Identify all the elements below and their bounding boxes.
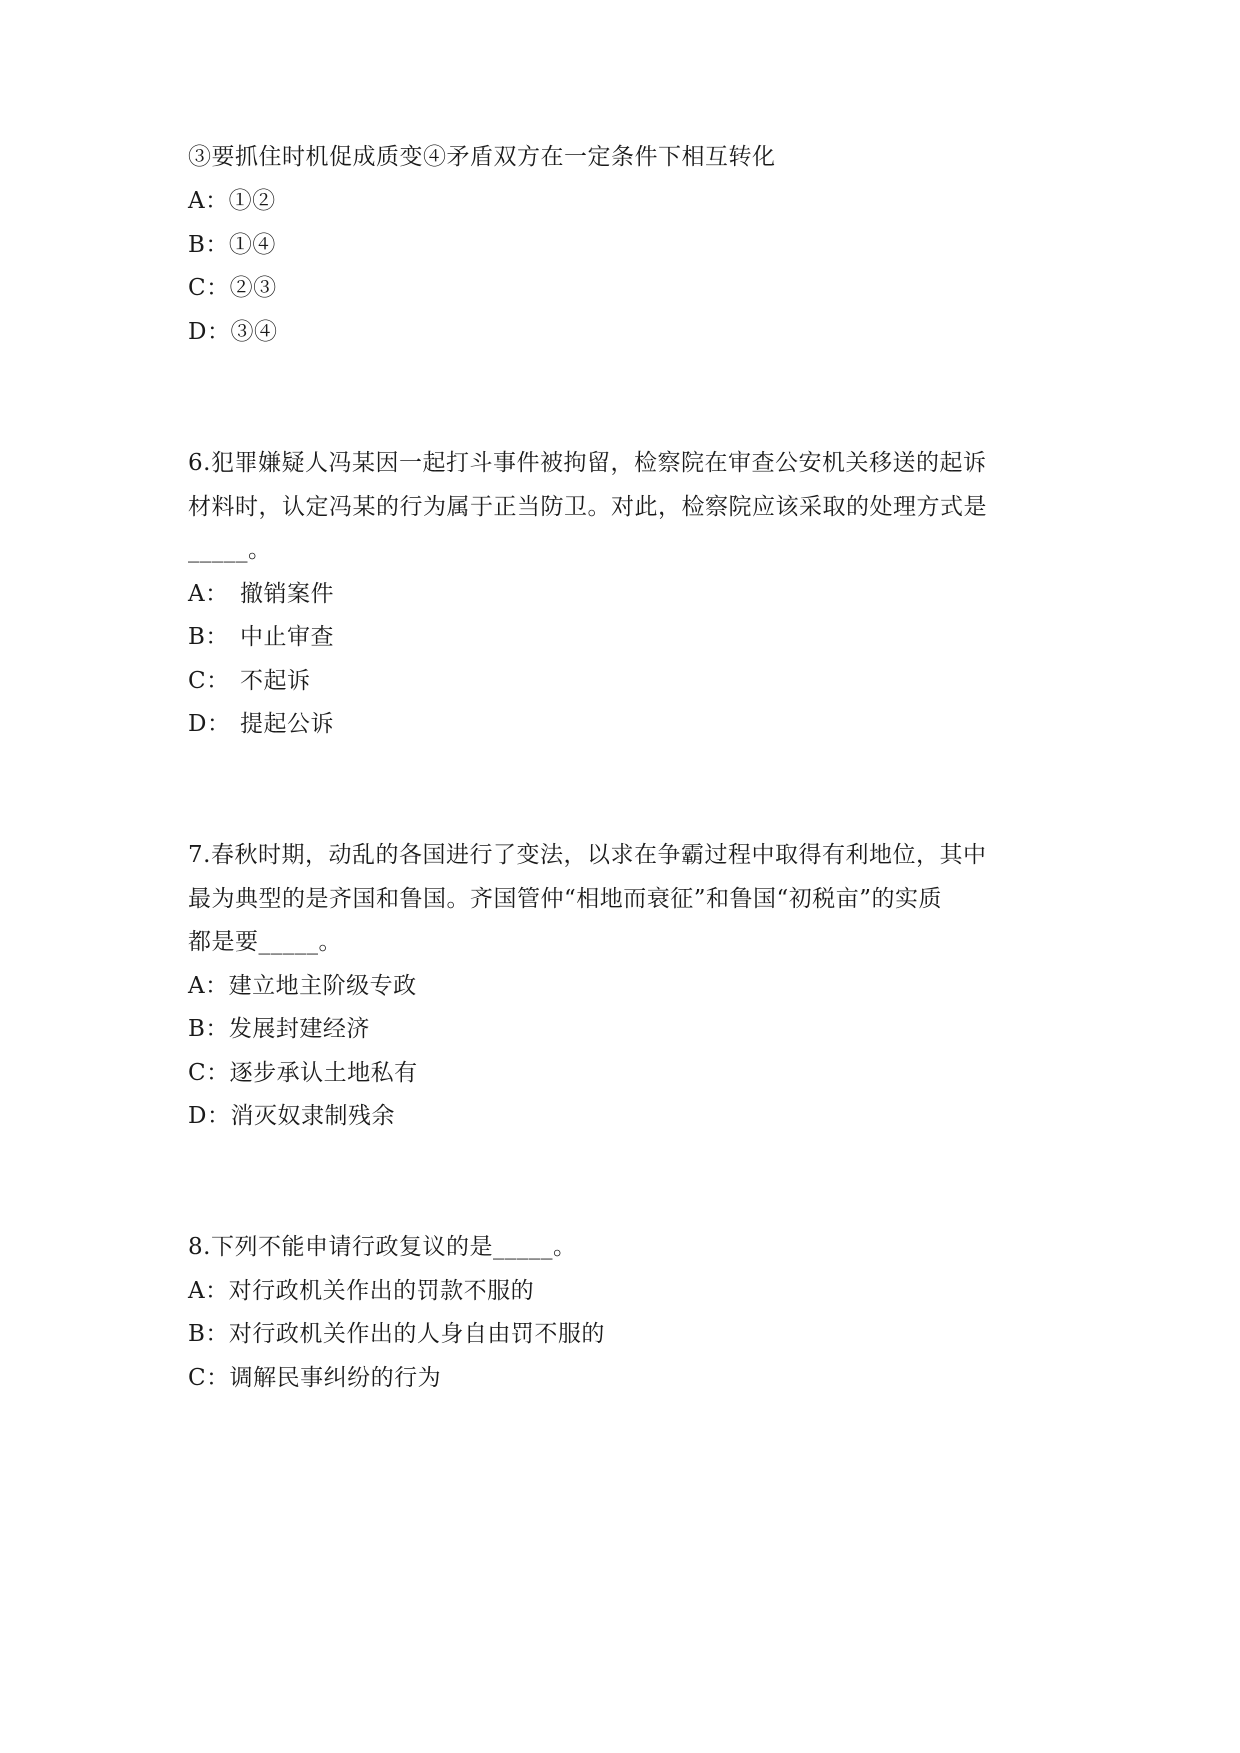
question-8-option-a — [188, 1276, 534, 1306]
option-label: D： — [188, 711, 231, 737]
option-text: 提起公诉 — [240, 711, 334, 737]
question-8-option-c — [188, 1363, 441, 1393]
option-label: D： — [188, 1103, 231, 1129]
option-text: 消灭奴隶制残余 — [230, 1103, 395, 1129]
option-text: 不起诉 — [240, 668, 311, 694]
option-text: ①② — [228, 188, 276, 214]
question-6-option-b — [188, 622, 334, 652]
question-6-option-c — [188, 666, 311, 696]
question-7-stem-line-1: 7.春秋时期，动乱的各国进行了变法，以求在争霸过程中取得有利地位，其中 — [188, 842, 987, 868]
question-5-option-c — [188, 273, 277, 303]
question-5-option-d — [188, 317, 277, 347]
option-text: ②③ — [229, 275, 277, 301]
option-label: A： — [188, 188, 229, 214]
option-label: B： — [188, 1016, 229, 1042]
question-5-option-a — [188, 186, 276, 216]
option-label: B： — [188, 1321, 229, 1347]
option-label: C： — [188, 275, 230, 301]
option-label: B： — [188, 624, 229, 650]
option-label: A： — [188, 973, 229, 999]
option-text: ①④ — [228, 232, 276, 258]
question-6-option-a — [188, 579, 334, 609]
question-6-stem-line-3: _____。 — [188, 537, 272, 563]
option-label: A： — [188, 581, 229, 607]
option-text: 撤销案件 — [240, 581, 334, 607]
option-text: 对行政机关作出的罚款不服的 — [228, 1278, 535, 1304]
option-text: 调解民事纠纷的行为 — [229, 1365, 442, 1391]
question-7-stem-line-2: 最为典型的是齐国和鲁国。齐国管仲“相地而衰征”和鲁国“初税亩”的实质 — [188, 886, 943, 912]
question-7-stem-line-3: 都是要_____。 — [188, 929, 342, 955]
option-text: 建立地主阶级专政 — [228, 973, 417, 999]
question-7-option-a — [188, 971, 417, 1001]
question-6-option-d — [188, 709, 334, 739]
question-6-stem-line-1: 6.犯罪嫌疑人冯某因一起打斗事件被拘留，检察院在审查公安机关移送的起诉 — [188, 450, 987, 476]
option-label: A： — [188, 1278, 229, 1304]
option-text: 对行政机关作出的人身自由罚不服的 — [228, 1321, 605, 1347]
option-text: ③④ — [230, 319, 278, 345]
question-7-option-c — [188, 1058, 418, 1088]
question-7-option-b — [188, 1014, 370, 1044]
question-5-option-b — [188, 230, 276, 260]
question-5-continuation: ③要抓住时机促成质变④矛盾双方在一定条件下相互转化 — [188, 144, 776, 170]
question-8-stem-line-1: 8.下列不能申请行政复议的是_____。 — [188, 1234, 577, 1260]
option-label: B： — [188, 232, 229, 258]
option-text: 中止审查 — [240, 624, 334, 650]
option-text: 逐步承认土地私有 — [229, 1060, 418, 1086]
option-label: C： — [188, 1365, 230, 1391]
question-7-option-d — [188, 1101, 395, 1131]
option-label: C： — [188, 1060, 230, 1086]
option-label: D： — [188, 319, 231, 345]
option-text: 发展封建经济 — [228, 1016, 370, 1042]
question-6-stem-line-2: 材料时，认定冯某的行为属于正当防卫。对此，检察院应该采取的处理方式是 — [188, 494, 987, 520]
question-8-option-b — [188, 1319, 605, 1349]
option-label: C： — [188, 668, 230, 694]
